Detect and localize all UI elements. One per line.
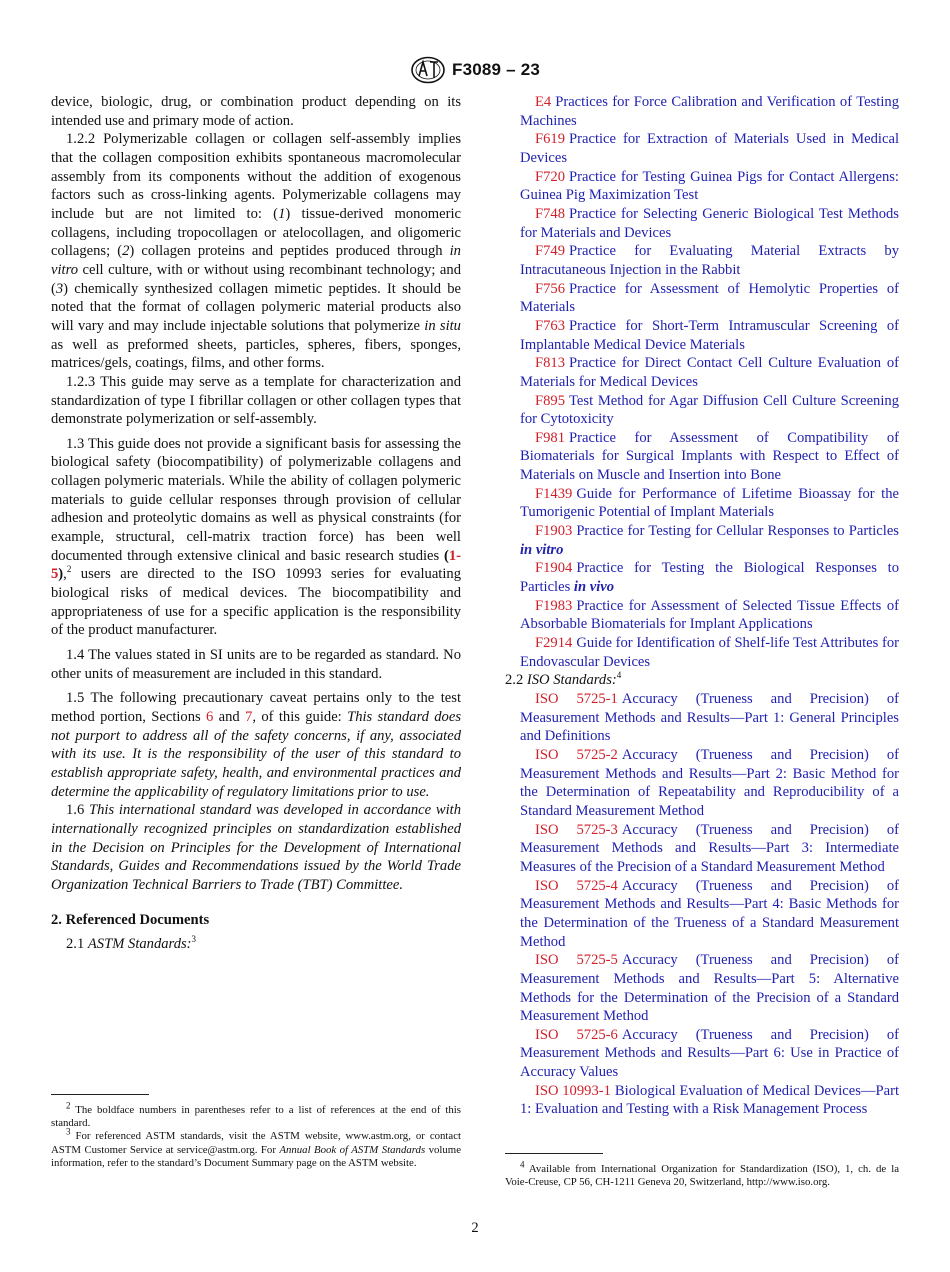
reference-item[interactable]: ISO 5725-6 Accuracy (Trueness and Precision) of Measurement Methods and Results—Part 6: Use in Practice of Accuracy Values [520,1026,899,1081]
paragraph-1-2-3: 1.2.3 This guide may serve as a template for characterization and standardization of type I fibrillar collagen or other collagen types that demonstrate polymerization or self-assembly. [51,373,461,428]
paragraph-1-3: 1.3 This guide does not provide a significant basis for assessing the biological safety (biocompatibility) of polymerizable collagens and collagen polymeric materials. While the ability of collagen polymeric materials to guide cellular responses through provision of cellular adhesion and proteolytic domains as well as physical constraints (for example, structural, cell-matrix traction force) has been well documented through extensive clinical and basic research studies (1-5),$^2$ users are directed to the ISO 10993 series for evaluating biological risks of medical devices. The biocompatibility and appropriateness of use for a specific application is the responsibility of the product manufacturer. [51,435,461,639]
reference-item[interactable]: F720 Practice for Testing Guinea Pigs for Contact Allergens: Guinea Pig Maximization Test [520,168,899,204]
footnote-2: $^2$ The boldface numbers in parentheses refer to a list of references at the end of this standard. [51,1100,461,1130]
reference-item[interactable]: F2914 Guide for Identification of Shelf-life Test Attributes for Endovascular Devices [520,635,899,670]
reference-item[interactable]: F813 Practice for Direct Contact Cell Culture Evaluation of Materials for Medical Devices [520,355,899,390]
section-6-link[interactable]: 6 [206,709,214,725]
iso-reference-list [505,690,899,1119]
reference-item[interactable]: ISO 5725-5 Accuracy (Trueness and Precision) of Measurement Methods and Results—Part 5: Alternative Methods for the Determination of the Precision of a Standard Measurement Method [520,952,899,1025]
footnote-4: $^4$ Available from International Organization for Standardization (ISO), 1, ch. de la Voie-Creuse, CP 56, CH-1211 Geneva 20, Switzerland, http://www.iso.org. [505,1159,899,1189]
footnotes-right [505,1153,899,1189]
paragraph-2-2: 2.2 ISO Standards:$^4$ [505,670,622,689]
paragraph-2-1: 2.1 ASTM Standards:$^3$ [66,934,197,953]
reference-item[interactable]: F619 Practice for Extraction of Materials Used in Medical Devices [520,131,899,166]
paragraph-1-2-2: 1.2.2 Polymerizable collagen or collagen self-assembly implies that the collagen composition exhibits spontaneous macromolecular assembly from its components without the addition of exogenous factors such as cross-linking agents. Polymerizable collagens may include but are not limited to: (1) tissue-derived monomeric collagens, including tropocollagen or atelocollagen, and oligomeric collagens; (2) collagen proteins and peptides produced through in vitro cell culture, with or without using recombinant technology; and (3) chemically synthesized collagen mimetic peptides. It should be noted that the format of collagen polymeric material products also will vary and may include injectable solutions that polymerize in situ as well as preformed sheets, particles, spheres, fibers, sponges, matrices/gels, coatings, films, and other forms. [51,131,462,372]
paragraph-continuation: device, biologic, drug, or combination product depending on its intended use and primary mode of action. [51,94,461,129]
page-number: 2 [471,1220,479,1236]
reference-item[interactable]: ISO 5725-4 Accuracy (Trueness and Precision) of Measurement Methods and Results—Part 4: Basic Methods for the Determination of the Trueness of a Standard Measurement Method [520,877,899,950]
reference-item[interactable]: F895 Test Method for Agar Diffusion Cell Culture Screening for Cytotoxicity [520,392,899,428]
reference-item[interactable]: F1903 Practice for Testing for Cellular Responses to Particles in vitro [520,523,899,558]
left-column [51,93,461,954]
reference-item[interactable]: F981 Practice for Assessment of Compatibility of Biomaterials for Surgical Implants with Respect to Effect of Materials on Muscle and Insertion into Bone [520,429,899,484]
paragraph-1-4: 1.4 The values stated in SI units are to be regarded as standard. No other units of measurement are included in this standard. [51,647,461,682]
footnote-divider [51,1094,149,1095]
footnote-divider [505,1153,603,1154]
reference-item[interactable]: E4 Practices for Force Calibration and Verification of Testing Machines [520,94,899,129]
reference-item[interactable]: ISO 10993-1 Biological Evaluation of Medical Devices—Part 1: Evaluation and Testing with a Risk Management Process [520,1082,899,1118]
reference-item[interactable]: F763 Practice for Short-Term Intramuscular Screening of Implantable Medical Device Materials [520,317,899,353]
footnote-3: $^3$ For referenced ASTM standards, visit the ASTM website, www.astm.org, or contact ASTM Customer Service at service@astm.org. For Annual Book of ASTM Standards volume information, refer to the standard’s Document Summary page on the ASTM website. [51,1126,461,1169]
reference-item[interactable]: F1439 Guide for Performance of Lifetime Bioassay for the Tumorigenic Potential of Implant Materials [520,485,899,521]
reference-item[interactable]: ISO 5725-2 Accuracy (Trueness and Precision) of Measurement Methods and Results—Part 2: Basic Method for the Determination of Repeatability and Reproducibility of a Standard Measurement Method [520,746,899,819]
reference-item[interactable]: F749 Practice for Evaluating Material Extracts by Intracutaneous Injection in the Rabbit [520,243,899,278]
reference-item[interactable]: ISO 5725-3 Accuracy (Trueness and Precision) of Measurement Methods and Results—Part 3: Intermediate Measures of the Precision of a Standard Measurement Method [520,821,899,875]
reference-item[interactable]: F756 Practice for Assessment of Hemolytic Properties of Materials [520,280,899,316]
page-header [0,56,950,84]
reference-item[interactable]: F748 Practice for Selecting Generic Biological Test Methods for Materials and Devices [520,205,899,241]
reference-link-1-5[interactable]: 1-5 [51,547,461,583]
astm-logo-icon [410,56,446,84]
paragraph-1-6: 1.6 This international standard was developed in accordance with internationally recognized principles on standardization established in the Decision on Principles for the Development of International Standards, Guides and Recommendations issued by the World Trade Organization Technical Barriers to Trade (TBT) Committee. [51,802,462,893]
document-id: F3089 – 23 [451,60,540,79]
paragraph-1-5: 1.5 The following precautionary caveat pertains only to the test method portion, Sections 6 and 7, of this guide: This standard does not purport to address all of the safety concerns, if any, associated with its use. It is the responsibility of the user of this standard to establish appropriate safety, health, and environmental practices and determine the applicability of regulatory limitations prior to use. [51,690,461,800]
footnotes-left [51,1094,461,1170]
right-column [505,93,899,1119]
astm-reference-list [505,93,899,671]
reference-item[interactable]: F1904 Practice for Testing the Biological Responses to Particles in vivo [520,560,899,596]
reference-item[interactable]: F1983 Practice for Assessment of Selected Tissue Effects of Absorbable Biomaterials for Implant Applications [520,597,899,633]
section-7-link[interactable]: 7 [245,709,253,725]
section-heading-referenced-documents: 2. Referenced Documents [51,911,210,928]
reference-item[interactable]: ISO 5725-1 Accuracy (Trueness and Precision) of Measurement Methods and Results—Part 1: General Principles and Definitions [520,691,899,745]
